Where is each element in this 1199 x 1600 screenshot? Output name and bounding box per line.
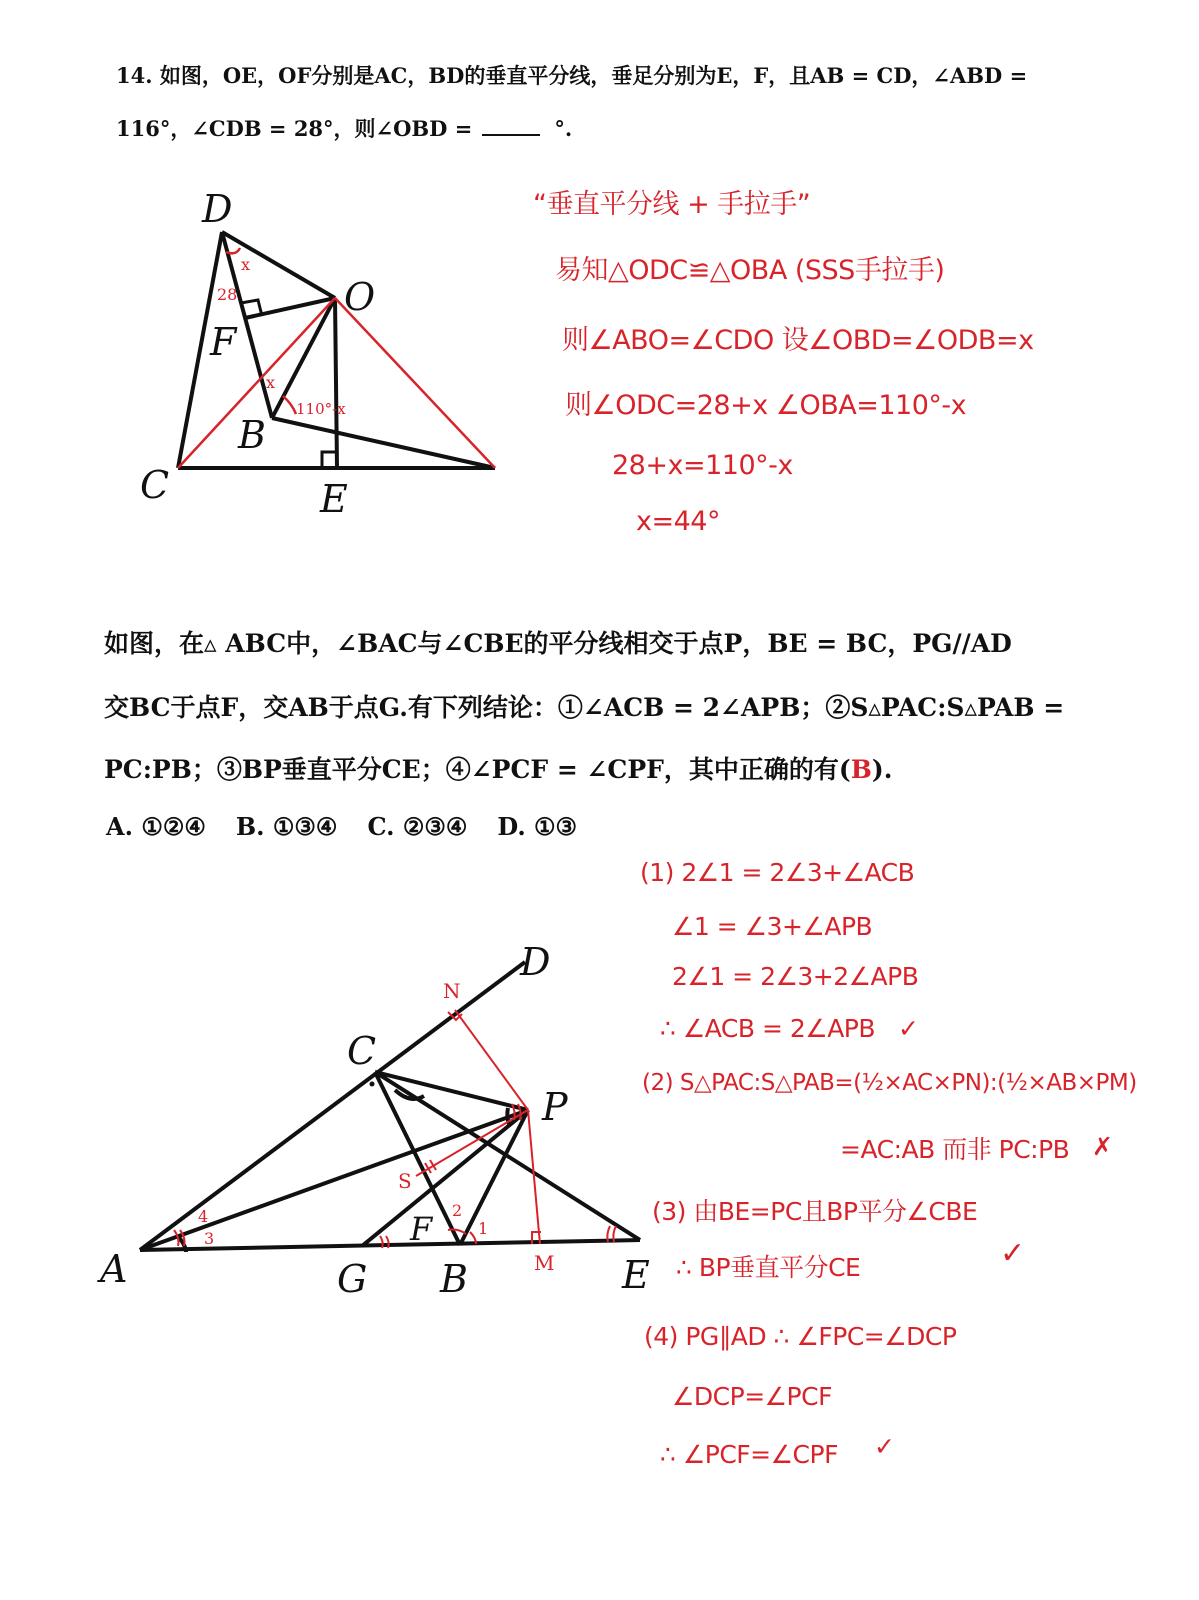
- mark-x-B: x: [266, 373, 276, 392]
- label-P: P: [542, 1085, 568, 1129]
- note1-line-4: 28+x=110°-x: [612, 450, 793, 481]
- mark-x-D: x: [241, 255, 251, 274]
- q14-line-2: [116, 113, 572, 143]
- note2-part3-line1: (3) 由BE=PC且BP平分∠CBE: [652, 1197, 978, 1226]
- label-C: C: [140, 463, 170, 507]
- note1-line-3: 则∠ODC=28+x ∠OBA=110°-x: [565, 390, 967, 421]
- option-B: B. ①③④: [235, 812, 338, 841]
- red-arc-B2: [448, 1230, 466, 1235]
- check-4: ✓: [874, 1432, 895, 1461]
- label-C: C: [347, 1029, 377, 1073]
- label-A: A: [100, 1247, 128, 1291]
- label-G: G: [337, 1257, 368, 1301]
- note2-part1-line1: (1) 2∠1 = 2∠3+∠ACB: [640, 858, 915, 887]
- label-M: M: [534, 1251, 555, 1275]
- note2-part1-line3: 2∠1 = 2∠3+2∠APB: [672, 962, 919, 991]
- diagram-triangle: [95, 935, 675, 1310]
- segment-OE: [335, 298, 337, 468]
- label-D: D: [202, 187, 233, 231]
- note1-line-5: x=44°: [636, 506, 720, 537]
- note2-part2-line2: =AC:AB 而非 PC:PB: [840, 1135, 1070, 1164]
- label-B: B: [440, 1257, 468, 1301]
- check-1: ✓: [898, 1014, 919, 1043]
- note2-part1-conclusion: ∴ ∠ACB = 2∠APB: [660, 1014, 876, 1043]
- note2-part4-line1: (4) PG∥AD ∴ ∠FPC=∠DCP: [644, 1322, 957, 1351]
- mark-110-x: 110°-x: [296, 400, 346, 418]
- check-3: ✓: [1000, 1236, 1025, 1271]
- right-angle-E: [322, 452, 337, 468]
- q2-line-1: 如图，在▵ ABC中，∠BAC与∠CBE的平分线相交于点P，BE = BC，PG//AD: [104, 629, 1012, 658]
- label-D: D: [520, 940, 551, 984]
- point-dot-C: [370, 1082, 375, 1087]
- label-E: E: [622, 1253, 650, 1297]
- option-D: D. ①③: [497, 812, 578, 841]
- cross-2: ✗: [1092, 1132, 1113, 1161]
- red-segment-OA: [335, 298, 495, 468]
- note2-part3-line2: ∴ BP垂直平分CE: [676, 1253, 861, 1282]
- q2-answer: B: [850, 755, 872, 784]
- option-C: C. ②③④: [367, 812, 468, 841]
- option-A: A. ①②④: [106, 812, 206, 841]
- label-B: B: [238, 413, 266, 457]
- segment-BA: [272, 418, 495, 468]
- label-S: S: [398, 1169, 412, 1193]
- note2-part1-line2: ∠1 = ∠3+∠APB: [672, 912, 873, 941]
- q2-line-3-suffix: ).: [871, 755, 893, 784]
- q2-options: [106, 812, 607, 841]
- label-N: N: [443, 979, 461, 1003]
- q14-line-2-prefix: 116°，∠CDB = 28°，则∠OBD =: [116, 116, 473, 141]
- label-angle-2: 2: [452, 1201, 463, 1220]
- note2-part4-conclusion: ∴ ∠PCF=∠CPF: [660, 1440, 838, 1469]
- label-F: F: [410, 1210, 433, 1248]
- mark-28: 28: [217, 285, 238, 304]
- q2-line-2: 交BC于点F，交AB于点G.有下列结论：①∠ACB = 2∠APB；②S▵PAC:S▵PAB =: [104, 693, 1065, 722]
- segment-GP: [362, 1110, 528, 1246]
- red-arc-B: [283, 396, 296, 414]
- note1-line-2: 则∠ABO=∠CDO 设∠OBD=∠ODB=x: [562, 325, 1034, 356]
- label-F: F: [210, 320, 237, 364]
- q2-line-3: [104, 750, 892, 786]
- note1-line-1: 易知△ODC≌△OBA (SSS手拉手): [555, 255, 945, 286]
- label-angle-4: 4: [198, 1207, 209, 1226]
- label-O: O: [344, 275, 376, 319]
- note2-part2-line1: (2) S△PAC:S△PAB=(½×AC×PN):(½×AB×PM): [642, 1070, 1137, 1096]
- note2-part4-line2: ∠DCP=∠PCF: [672, 1382, 832, 1411]
- label-E: E: [320, 477, 348, 521]
- diagram-quadrilateral: [130, 180, 550, 530]
- q2-line-3-prefix: PC:PB；③BP垂直平分CE；④∠PCF = ∠CPF，其中正确的有(: [104, 755, 851, 784]
- q14-line-1: 14. 如图，OE，OF分别是AC，BD的垂直平分线，垂足分别为E，F，且AB = CD，∠ABD =: [116, 63, 1028, 88]
- answer-blank: [482, 116, 540, 136]
- label-angle-1: 1: [478, 1219, 489, 1238]
- label-angle-3: 3: [204, 1229, 215, 1248]
- segment-AE: [140, 1240, 640, 1250]
- note1-title: “垂直平分线 + 手拉手”: [533, 189, 811, 220]
- q14-line-2-suffix: °.: [554, 116, 573, 141]
